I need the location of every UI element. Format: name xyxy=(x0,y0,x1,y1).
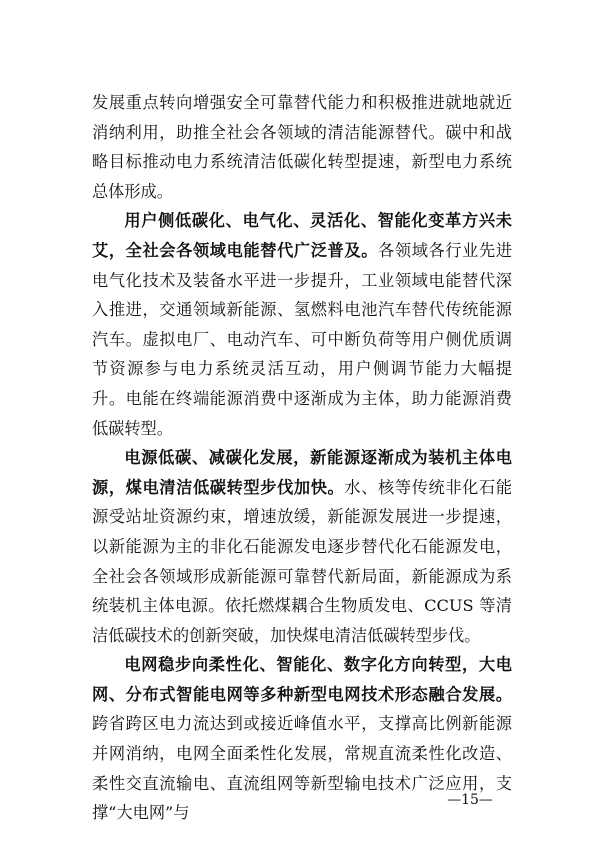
page-number: —15— xyxy=(447,792,493,808)
paragraph-body: 发展重点转向增强安全可靠替代能力和积极推进就地就近消纳利用，助推全社会各领域的清洁能源替代。碳中和战略目标推动电力系统清洁低碳化转型提速，新型电力系统总体形成。 xyxy=(92,93,512,201)
paragraph-lead: 电源低碳、减碳化发展，新能源逐渐成为装机主体电源，煤电清洁低碳转型步伐加快。 xyxy=(92,448,512,497)
paragraph-body: 跨省跨区电力流达到或接近峰值水平，支撑高比例新能源并网消纳，电网全面柔性化发展，常规直流柔性化改造、柔性交直流输电、直流组网等新型输电技术广泛应用，支撑“大电网”与 xyxy=(92,714,512,823)
paragraph-user-side xyxy=(92,206,512,443)
paragraph-continuation xyxy=(92,88,512,206)
document-body xyxy=(92,88,512,828)
paragraph-body: 各领域各行业先进电气化技术及装备水平进一步提升，工业领域电能替代深入推进，交通领域新能源、氢燃料电池汽车替代传统能源汽车。虚拟电厂、电动汽车、可中断负荷等用户侧优质调节资源参与电力系统灵活互动，用户侧调节能力大幅提升。电能在终端能源消费中逐渐成为主体，助力能源消费低碳转型。 xyxy=(92,240,513,438)
paragraph-lead: 用户侧低碳化、电气化、灵活化、智能化变革方兴未艾，全社会各领域电能替代广泛普及。 xyxy=(92,211,512,260)
paragraph-body: 水、核等传统非化石能源受站址资源约束，增速放缓，新能源发展进一步提速，以新能源为主的非化石能源发电逐步替代化石能源发电，全社会各领域形成新能源可靠替代新局面，新能源成为系统装机主体电源。依托燃煤耦合生物质发电、CCUS 等清洁低碳技术的创新突破，加快煤电清洁低碳转型步伐。 xyxy=(92,477,513,645)
paragraph-power-source xyxy=(92,443,512,650)
paragraph-lead: 电网稳步向柔性化、智能化、数字化方向转型，大电网、分布式智能电网等多种新型电网技术形态融合发展。 xyxy=(92,655,512,704)
